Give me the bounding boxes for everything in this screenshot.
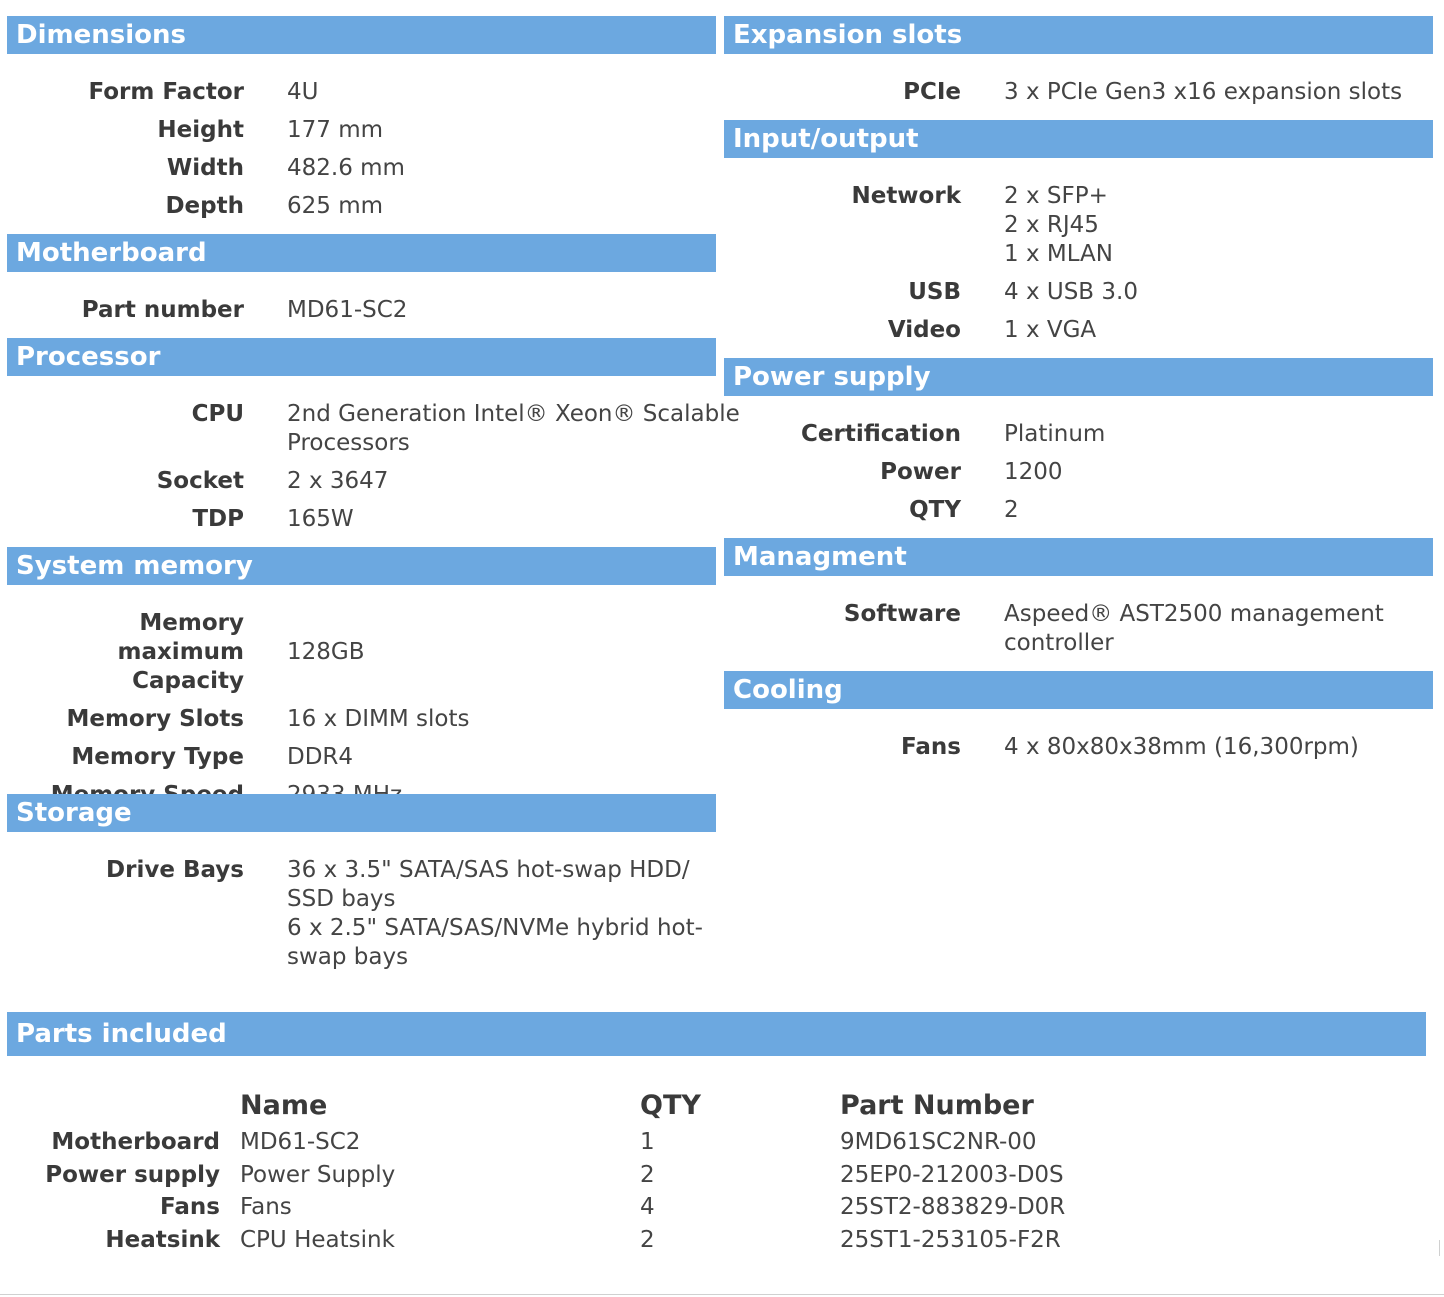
row-label: Motherboard: [51, 1129, 220, 1155]
spec-label: [7, 609, 244, 696]
spec-rows: [724, 733, 1433, 771]
cell-qty: 4: [640, 1194, 655, 1220]
spec-label: Video: [887, 317, 961, 343]
section-header: Storage: [7, 794, 716, 832]
spec-value: [287, 400, 744, 458]
spec-value-line: 165W: [287, 506, 354, 532]
spec-value-line: SSD bays: [287, 886, 396, 912]
spec-row-height: [7, 116, 716, 145]
spec-row-power: [724, 458, 1433, 487]
spec-value: [287, 116, 716, 145]
section-motherboard: [7, 234, 716, 323]
cell-part-number: 9MD61SC2NR-00: [840, 1129, 1037, 1155]
spec-value: [287, 154, 716, 183]
section-header: Managment: [724, 538, 1433, 576]
spec-value: [287, 192, 716, 221]
spec-value: [287, 638, 716, 667]
spec-rows: [724, 600, 1433, 667]
spec-value-line: 1 x MLAN: [1004, 241, 1113, 267]
spec-label: CPU: [191, 401, 244, 427]
spec-label: Memory Type: [71, 744, 244, 770]
spec-value-line: Processors: [287, 430, 410, 456]
section-power-supply: [724, 358, 1433, 523]
spec-value: [287, 705, 716, 734]
table-row: [7, 1193, 1426, 1225]
spec-value-line: 1200: [1004, 459, 1063, 485]
section-header: Processor: [7, 338, 716, 376]
spec-row-socket: [7, 467, 716, 496]
spec-value-line: Aspeed® AST2500 management: [1004, 601, 1384, 627]
spec-value-line: 3 x PCIe Gen3 x16 expansion slots: [1004, 79, 1403, 105]
section-header: Parts included: [7, 1012, 1426, 1056]
spec-rows: [724, 78, 1433, 116]
spec-row-part-number: [7, 296, 716, 325]
right-divider: [1439, 1240, 1440, 1256]
spec-value: [1004, 316, 1433, 345]
section-input-output: [724, 120, 1433, 343]
spec-row-qty: [724, 496, 1433, 525]
spec-label: Drive Bays: [106, 857, 244, 883]
spec-value: [1004, 458, 1433, 487]
spec-value-line: 6 x 2.5" SATA/SAS/NVMe hybrid hot-: [287, 915, 703, 941]
spec-rows: [724, 182, 1433, 354]
spec-value-line: 625 mm: [287, 193, 384, 219]
cell-name: MD61-SC2: [240, 1129, 361, 1155]
spec-label: Part number: [81, 297, 244, 323]
spec-value: [1004, 600, 1433, 658]
row-label: Heatsink: [105, 1227, 220, 1253]
spec-value: [1004, 733, 1433, 762]
spec-value-line: Platinum: [1004, 421, 1106, 447]
spec-label: Width: [166, 155, 244, 181]
spec-value-line: 2: [1004, 497, 1019, 523]
table-row: [7, 1161, 1426, 1193]
section-system-memory: [7, 547, 716, 770]
spec-label-line: Capacity: [132, 668, 244, 694]
section-processor: [7, 338, 740, 532]
spec-row-memory-maximum-capacity: [7, 609, 716, 696]
spec-row-pcie: [724, 78, 1433, 107]
spec-value-line: 1 x VGA: [1004, 317, 1097, 343]
section-header: Dimensions: [7, 16, 716, 54]
spec-row-memory-slots: [7, 705, 716, 734]
section-header: Input/output: [724, 120, 1433, 158]
section-header: Expansion slots: [724, 16, 1433, 54]
spec-label-line: Memory maximum: [117, 610, 244, 665]
row-label: Fans: [160, 1194, 220, 1220]
spec-value: [287, 505, 716, 534]
section-storage: [7, 794, 716, 970]
cell-qty: 2: [640, 1162, 655, 1188]
spec-value: [1004, 78, 1433, 107]
spec-label: QTY: [909, 497, 961, 523]
spec-value: [1004, 278, 1433, 307]
spec-row-software: [724, 600, 1433, 658]
spec-label: Socket: [156, 468, 244, 494]
spec-value-line: DDR4: [287, 744, 354, 770]
row-label: Power supply: [45, 1162, 220, 1188]
spec-label: Certification: [801, 421, 961, 447]
spec-value-line: 2nd Generation Intel® Xeon® Scalable: [287, 401, 740, 427]
spec-value: [1004, 182, 1433, 269]
column-header-part-number: Part Number: [840, 1090, 1034, 1121]
spec-row-depth: [7, 192, 716, 221]
spec-label: Power: [880, 459, 961, 485]
spec-row-video: [724, 316, 1433, 345]
section-header: Cooling: [724, 671, 1433, 709]
spec-value-line: 128GB: [287, 639, 365, 665]
spec-row-form-factor: [7, 78, 716, 107]
spec-row-memory-type: [7, 743, 716, 772]
section-header: Motherboard: [7, 234, 716, 272]
spec-row-usb: [724, 278, 1433, 307]
cell-name: Fans: [240, 1194, 292, 1220]
spec-label: TDP: [192, 506, 244, 532]
spec-value: [287, 78, 716, 107]
spec-label: Fans: [901, 734, 961, 760]
spec-value-line: 2 x 3647: [287, 468, 389, 494]
spec-value-line: 2 x RJ45: [1004, 212, 1099, 238]
spec-value-line: 2 x SFP+: [1004, 183, 1108, 209]
spec-row-cpu: [7, 400, 740, 458]
spec-value: [287, 743, 716, 772]
bottom-divider: [0, 1294, 1444, 1295]
section-header: System memory: [7, 547, 716, 585]
spec-row-fans: [724, 733, 1433, 762]
spec-value: [287, 296, 716, 325]
spec-value: [287, 856, 716, 972]
spec-value-line: 4 x USB 3.0: [1004, 279, 1138, 305]
cell-part-number: 25ST2-883829-D0R: [840, 1194, 1066, 1220]
section-dimensions: [7, 16, 716, 219]
column-header-qty: QTY: [640, 1090, 701, 1121]
cell-name: CPU Heatsink: [240, 1227, 395, 1253]
spec-value-line: 4 x 80x80x38mm (16,300rpm): [1004, 734, 1359, 760]
section-expansion-slots: [724, 16, 1433, 105]
spec-rows: [7, 78, 716, 230]
spec-label: Software: [843, 601, 961, 627]
spec-rows: [7, 296, 716, 334]
cell-qty: 2: [640, 1227, 655, 1253]
spec-value-line: 36 x 3.5" SATA/SAS hot-swap HDD/: [287, 857, 690, 883]
spec-label: Network: [851, 183, 961, 209]
cell-part-number: 25EP0-212003-D0S: [840, 1162, 1064, 1188]
spec-value-line: swap bays: [287, 944, 409, 970]
column-header-name: Name: [240, 1090, 328, 1121]
spec-value-line: 4U: [287, 79, 319, 105]
spec-value-line: 16 x DIMM slots: [287, 706, 470, 732]
table-row: [7, 1226, 1426, 1258]
spec-row-tdp: [7, 505, 716, 534]
spec-value-line: MD61-SC2: [287, 297, 408, 323]
section-managment: [724, 538, 1433, 656]
spec-rows: [7, 856, 716, 981]
spec-value: [1004, 420, 1433, 449]
spec-rows: [724, 420, 1433, 534]
spec-label: Depth: [165, 193, 244, 219]
spec-label: PCIe: [903, 79, 961, 105]
spec-label: Memory Slots: [66, 706, 244, 732]
spec-label: USB: [908, 279, 961, 305]
cell-part-number: 25ST1-253105-F2R: [840, 1227, 1061, 1253]
spec-row-width: [7, 154, 716, 183]
section-header: Power supply: [724, 358, 1433, 396]
section-cooling: [724, 671, 1433, 760]
spec-label: Form Factor: [88, 79, 244, 105]
spec-row-drive-bays: [7, 856, 716, 972]
spec-rows: [7, 609, 716, 819]
cell-name: Power Supply: [240, 1162, 396, 1188]
spec-value: [1004, 496, 1433, 525]
cell-qty: 1: [640, 1129, 655, 1155]
spec-rows: [7, 400, 740, 543]
spec-row-network: [724, 182, 1433, 269]
parts-included-section: [7, 1012, 1426, 1253]
spec-value: [287, 467, 716, 496]
spec-value-line: 482.6 mm: [287, 155, 405, 181]
spec-value-line: 177 mm: [287, 117, 384, 143]
spec-row-certification: [724, 420, 1433, 449]
spec-label: Height: [157, 117, 244, 143]
spec-value-line: controller: [1004, 630, 1114, 656]
table-row: [7, 1128, 1426, 1160]
